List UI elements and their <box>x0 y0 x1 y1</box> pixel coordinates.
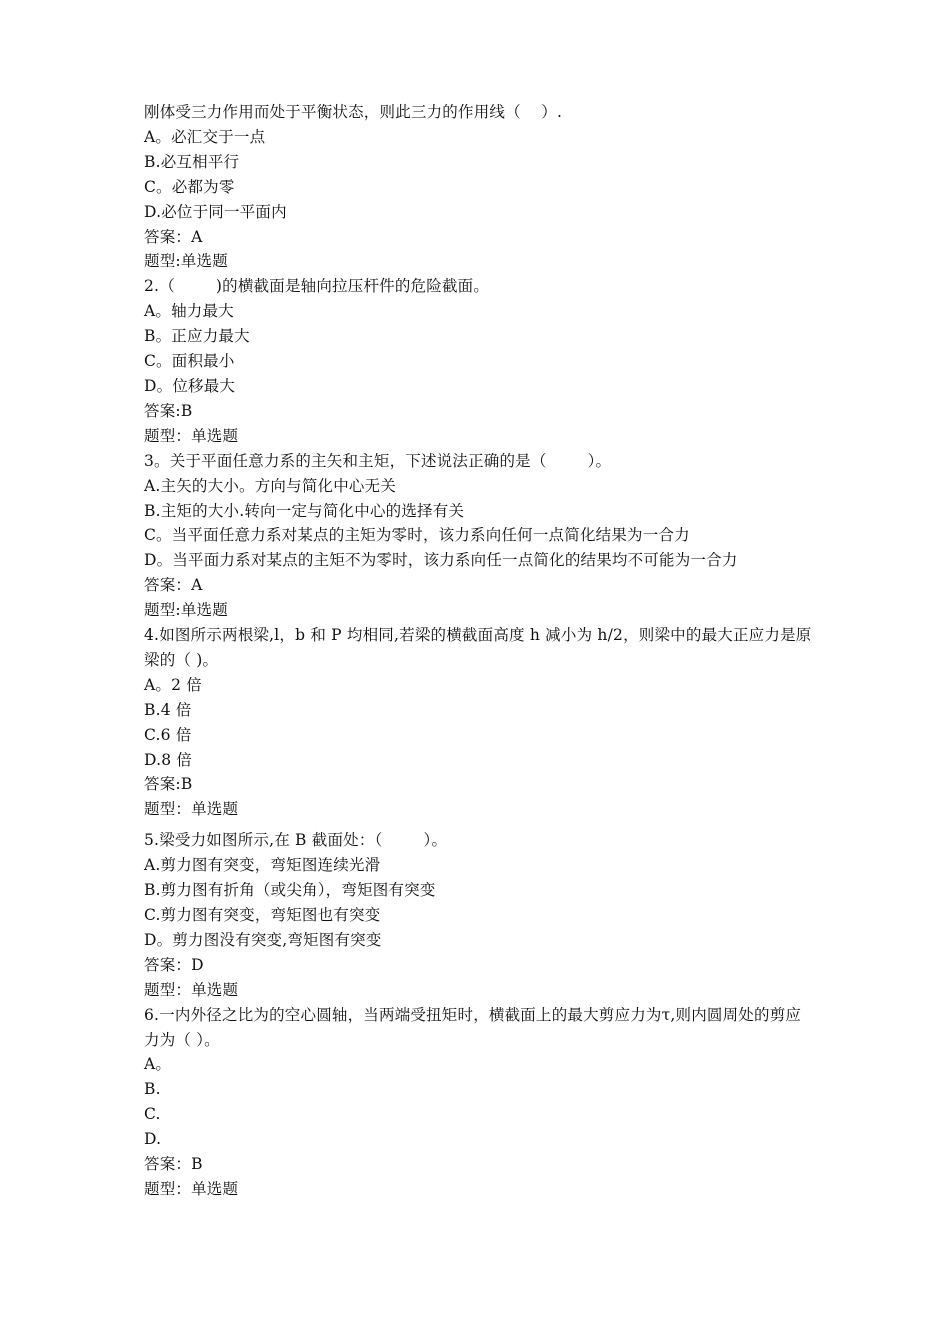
option-b: B.4 倍 <box>144 700 192 719</box>
question-document <box>144 100 824 1202</box>
question-stem: 5.梁受力如图所示,在 B 截面处：（ ）。 <box>144 831 448 850</box>
option-b: B.剪力图有折角（或尖角），弯矩图有突变 <box>144 881 436 900</box>
question-stem: 刚体受三力作用而处于平衡状态，则此三力的作用线（ ）. <box>144 103 563 121</box>
option-c: C. <box>144 1105 161 1124</box>
question-3 <box>144 449 824 623</box>
option-c: C。面积最小 <box>144 352 235 371</box>
question-stem: 6.一内外径之比为的空心圆轴，当两端受扭矩时，横截面上的最大剪应力为τ,则内圆周处的剪应力为（ ）。 <box>144 1005 802 1049</box>
option-c: C。当平面任意力系对某点的主矩为零时，该力系向任何一点简化结果为一合力 <box>144 526 690 545</box>
question-stem: 4.如图所示两根梁,l，b 和 P 均相同,若梁的横截面高度 h 减小为 h/2，则梁中的最大正应力是原梁的（ )。 <box>144 626 812 669</box>
option-b: B.主矩的大小.转向一定与简化中心的选择有关 <box>144 501 465 520</box>
question-6 <box>144 1003 824 1202</box>
option-d: D.必位于同一平面内 <box>144 202 287 221</box>
answer-line: 答案：A <box>144 227 203 246</box>
option-b: B。正应力最大 <box>144 327 250 346</box>
option-b: B.必互相平行 <box>144 152 240 171</box>
question-type: 题型：单选题 <box>144 1179 239 1198</box>
option-a: A.剪力图有突变，弯矩图连续光滑 <box>144 856 381 875</box>
option-c: C.6 倍 <box>144 725 192 744</box>
option-c: C。必都为零 <box>144 177 235 196</box>
option-d: D.8 倍 <box>144 750 193 769</box>
option-d: D。剪力图没有突变,弯矩图有突变 <box>144 930 382 949</box>
question-4 <box>144 623 824 822</box>
option-a: A.主矢的大小。方向与简化中心无关 <box>144 476 397 495</box>
question-stem: 3。关于平面任意力系的主矢和主矩，下述说法正确的是（ ）。 <box>144 451 612 470</box>
option-b: B. <box>144 1080 161 1099</box>
question-type: 题型:单选题 <box>144 252 228 271</box>
question-type: 题型：单选题 <box>144 980 239 999</box>
option-d: D。当平面力系对某点的主矩不为零时，该力系向任一点简化的结果均不可能为一合力 <box>144 551 738 570</box>
answer-line: 答案：D <box>144 955 204 974</box>
answer-line: 答案：B <box>144 1155 203 1174</box>
answer-line: 答案:B <box>144 775 193 794</box>
question-type: 题型:单选题 <box>144 601 228 620</box>
question-stem: 2.（ )的横截面是轴向拉压杆件的危险截面。 <box>144 277 490 296</box>
option-a: A。轴力最大 <box>144 302 234 321</box>
option-a: A。2 倍 <box>144 675 202 694</box>
question-1 <box>144 100 824 274</box>
option-d: D。位移最大 <box>144 376 236 395</box>
question-5 <box>144 828 824 1002</box>
answer-line: 答案：A <box>144 576 203 595</box>
option-c: C.剪力图有突变，弯矩图也有突变 <box>144 906 381 924</box>
question-2 <box>144 274 824 448</box>
option-a: A。必汇交于一点 <box>144 127 266 146</box>
answer-line: 答案:B <box>144 401 193 420</box>
option-d: D. <box>144 1130 162 1149</box>
question-type: 题型：单选题 <box>144 800 239 819</box>
option-a: A。 <box>144 1055 172 1074</box>
question-type: 题型：单选题 <box>144 426 239 445</box>
